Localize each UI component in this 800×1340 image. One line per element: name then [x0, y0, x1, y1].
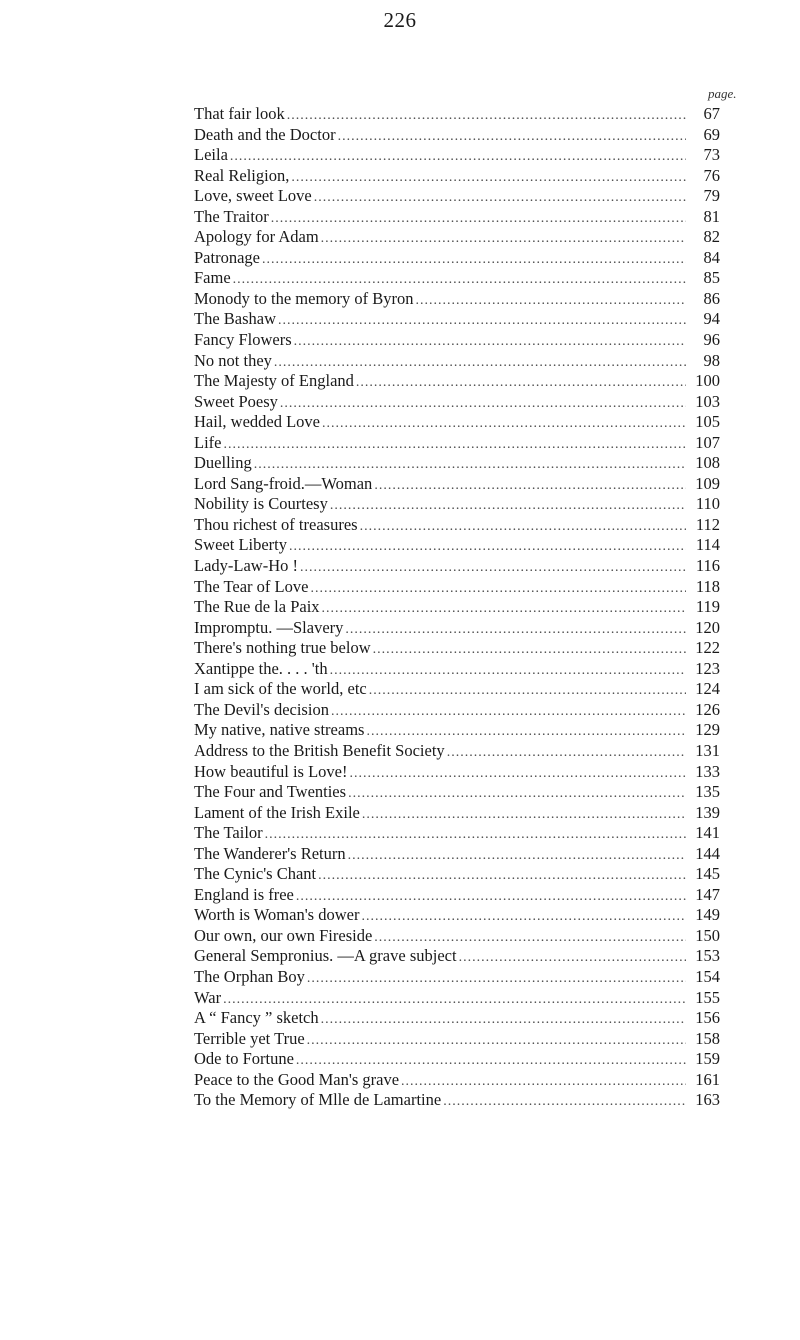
entry-page-number: 158 — [695, 1028, 720, 1048]
toc-entry — [194, 967, 720, 988]
toc-entry — [194, 433, 720, 454]
dot-leader — [331, 702, 686, 723]
toc-entry — [194, 1090, 720, 1111]
dot-leader — [350, 764, 686, 785]
toc-entry — [194, 494, 720, 515]
entry-title: Sweet Liberty — [194, 535, 288, 555]
entry-title: The Wanderer's Return — [194, 843, 346, 863]
toc-entry — [194, 741, 720, 762]
dot-leader — [314, 188, 686, 209]
entry-title: Love, sweet Love — [194, 186, 312, 206]
toc-entry — [194, 186, 720, 207]
entry-title: Fame — [194, 268, 231, 288]
entry-page-number: 150 — [695, 925, 720, 945]
dot-leader — [348, 784, 686, 805]
toc-entry — [194, 474, 720, 495]
entry-title: The Rue de la Paix — [194, 597, 320, 617]
entry-page-number: 163 — [695, 1090, 720, 1110]
entry-page-number: 112 — [695, 514, 720, 534]
entry-page-number: 110 — [695, 494, 720, 514]
entry-title: Patronage — [194, 247, 260, 267]
dot-leader — [459, 948, 686, 969]
entry-page-number: 109 — [695, 473, 720, 493]
toc-entry — [194, 679, 720, 700]
entry-title: That fair look — [194, 104, 285, 123]
entry-title: Duelling — [194, 453, 252, 473]
toc-entry — [194, 762, 720, 783]
entry-page-number: 118 — [695, 576, 720, 596]
dot-leader — [322, 414, 686, 435]
entry-page-number: 123 — [695, 658, 720, 678]
entry-title: Hail, wedded Love — [194, 412, 320, 432]
dot-leader — [369, 681, 686, 702]
entry-page-number: 105 — [695, 412, 720, 432]
toc-entry — [194, 782, 720, 803]
entry-title: Address to the British Benefit Society — [194, 740, 445, 760]
toc-entry — [194, 248, 720, 269]
entry-page-number: 154 — [695, 966, 720, 986]
dot-leader — [230, 147, 686, 168]
entry-title: The Orphan Boy — [194, 966, 305, 986]
dot-leader — [360, 517, 686, 538]
toc-entry — [194, 535, 720, 556]
entry-title: Monody to the memory of Byron — [194, 288, 414, 308]
toc-entry — [194, 227, 720, 248]
entry-title: Terrible yet True — [194, 1028, 305, 1048]
dot-leader — [310, 579, 686, 600]
toc-entry — [194, 885, 720, 906]
entry-page-number: 73 — [703, 145, 720, 165]
entry-title: Peace to the Good Man's grave — [194, 1069, 400, 1089]
dot-leader — [223, 990, 686, 1011]
entry-page-number: 76 — [703, 165, 720, 185]
toc-entry — [194, 720, 720, 741]
entry-title: The Four and Twenties — [194, 782, 347, 802]
entry-page-number: 126 — [695, 699, 720, 719]
entry-title: To the Memory of Mlle de Lamartine — [194, 1090, 442, 1110]
entry-title: Lord Sang-froid.—Woman — [194, 473, 373, 493]
dot-leader — [373, 640, 686, 661]
entry-page-number: 153 — [695, 946, 720, 966]
dot-leader — [287, 106, 686, 127]
entry-page-number: 131 — [695, 740, 720, 760]
entry-title: Ode to Fortune — [194, 1049, 294, 1069]
entry-title: The Tailor — [194, 823, 263, 843]
dot-leader — [348, 846, 686, 867]
entry-page-number: 98 — [703, 350, 720, 370]
dot-leader — [300, 558, 686, 579]
entry-page-number: 84 — [703, 247, 720, 267]
dot-leader — [296, 1051, 686, 1072]
dot-leader — [374, 476, 686, 497]
entry-page-number: 85 — [703, 268, 720, 288]
toc-entry — [194, 577, 720, 598]
toc-entry — [194, 104, 720, 125]
page-number: 226 — [383, 8, 417, 32]
toc-entry — [194, 268, 720, 289]
toc-entry — [194, 926, 720, 947]
toc-entry — [194, 145, 720, 166]
dot-leader — [318, 866, 686, 887]
entry-page-number: 155 — [695, 987, 720, 1007]
entry-title: Life — [194, 432, 222, 452]
entry-title: Leila — [194, 145, 228, 165]
entry-page-number: 161 — [695, 1069, 720, 1089]
toc-entry — [194, 659, 720, 680]
dot-leader — [307, 1031, 686, 1052]
toc-entry — [194, 597, 720, 618]
dot-leader — [338, 127, 686, 148]
entry-title: Impromptu. —Slavery — [194, 617, 344, 637]
dot-leader — [322, 599, 686, 620]
dot-leader — [307, 969, 686, 990]
entry-page-number: 100 — [695, 371, 720, 391]
toc-entry — [194, 803, 720, 824]
toc-entry — [194, 330, 720, 351]
dot-leader — [416, 291, 686, 312]
entry-page-number: 129 — [695, 720, 720, 740]
entry-page-number: 116 — [695, 556, 720, 576]
toc-entry — [194, 1049, 720, 1070]
entry-title: The Traitor — [194, 206, 269, 226]
toc-entry — [194, 351, 720, 372]
entry-page-number: 81 — [703, 206, 720, 226]
dot-leader — [289, 537, 686, 558]
entry-title: Xantippe the. . . . 'th — [194, 658, 328, 678]
toc-entry — [194, 289, 720, 310]
toc-entry — [194, 1029, 720, 1050]
dot-leader — [374, 928, 686, 949]
dot-leader — [294, 332, 686, 353]
dot-leader — [345, 620, 686, 641]
entry-title: Nobility is Courtesy — [194, 494, 328, 514]
entry-page-number: 82 — [703, 227, 720, 247]
entry-title: There's nothing true below — [194, 638, 371, 658]
entry-title: The Majesty of England — [194, 371, 354, 391]
entry-page-number: 147 — [695, 884, 720, 904]
toc-entry — [194, 515, 720, 536]
toc-entry — [194, 556, 720, 577]
entry-page-number: 107 — [695, 432, 720, 452]
entry-title: The Devil's decision — [194, 699, 329, 719]
toc-entry — [194, 453, 720, 474]
dot-leader — [321, 229, 686, 250]
entry-title: Lament of the Irish Exile — [194, 802, 360, 822]
dot-leader — [262, 250, 686, 271]
toc-entry — [194, 412, 720, 433]
entry-title: The Tear of Love — [194, 576, 309, 596]
toc-entry — [194, 1008, 720, 1029]
dot-leader — [274, 353, 686, 374]
dot-leader — [366, 722, 686, 743]
entry-page-number: 122 — [695, 638, 720, 658]
dot-leader — [278, 311, 686, 332]
entry-page-number: 114 — [695, 535, 720, 555]
entry-title: Thou richest of treasures — [194, 514, 358, 534]
entry-title: The Bashaw — [194, 309, 277, 329]
entry-page-number: 141 — [695, 823, 720, 843]
toc-entry — [194, 823, 720, 844]
entry-title: Real Religion, — [194, 165, 290, 185]
toc-entry — [194, 371, 720, 392]
entry-page-number: 135 — [695, 782, 720, 802]
entry-page-number: 96 — [703, 330, 720, 350]
entry-title: General Sempronius. —A grave subject — [194, 946, 457, 966]
entry-title: Apology for Adam — [194, 227, 319, 247]
entry-page-number: 94 — [703, 309, 720, 329]
entry-page-number: 159 — [695, 1049, 720, 1069]
entry-title: The Cynic's Chant — [194, 864, 317, 884]
dot-leader — [296, 887, 686, 908]
entry-title: Sweet Poesy — [194, 391, 278, 411]
entry-page-number: 108 — [695, 453, 720, 473]
dot-leader — [271, 209, 686, 230]
entry-page-number: 103 — [695, 391, 720, 411]
dot-leader — [401, 1072, 686, 1093]
dot-leader — [356, 373, 686, 394]
entry-page-number: 69 — [703, 124, 720, 144]
entry-title: I am sick of the world, etc — [194, 679, 367, 699]
dot-leader — [223, 435, 686, 456]
entry-page-number: 156 — [695, 1008, 720, 1028]
entry-page-number: 67 — [703, 104, 720, 123]
entry-title: How beautiful is Love! — [194, 761, 348, 781]
toc-entry — [194, 864, 720, 885]
entry-page-number: 120 — [695, 617, 720, 637]
entry-title: Our own, our own Fireside — [194, 925, 373, 945]
toc-entry — [194, 309, 720, 330]
dot-leader — [233, 270, 686, 291]
entry-page-number: 79 — [703, 186, 720, 206]
toc-entry — [194, 618, 720, 639]
entry-title: No not they — [194, 350, 272, 370]
dot-leader — [291, 168, 686, 189]
dot-leader — [265, 825, 686, 846]
entry-title: Fancy Flowers — [194, 330, 292, 350]
entry-page-number: 145 — [695, 864, 720, 884]
toc-entry — [194, 1070, 720, 1091]
entry-title: England is free — [194, 884, 294, 904]
entry-page-number: 133 — [695, 761, 720, 781]
toc-entry — [194, 905, 720, 926]
dot-leader — [280, 394, 686, 415]
dot-leader — [321, 1010, 686, 1031]
toc-entry — [194, 988, 720, 1009]
toc-entry — [194, 844, 720, 865]
entry-title: War — [194, 987, 222, 1007]
page-column-label: page. — [708, 86, 737, 101]
entry-title: My native, native streams — [194, 720, 365, 740]
toc-entry — [194, 207, 720, 228]
dot-leader — [447, 743, 686, 764]
dot-leader — [361, 907, 686, 928]
dot-leader — [254, 455, 686, 476]
table-of-contents — [194, 104, 720, 1111]
entry-page-number: 149 — [695, 905, 720, 925]
dot-leader — [443, 1092, 686, 1113]
dot-leader — [362, 805, 686, 826]
entry-page-number: 144 — [695, 843, 720, 863]
entry-page-number: 86 — [703, 288, 720, 308]
entry-page-number: 139 — [695, 802, 720, 822]
entry-title: Death and the Doctor — [194, 124, 336, 144]
entry-title: Lady-Law-Ho ! — [194, 556, 298, 576]
dot-leader — [330, 496, 686, 517]
toc-entry — [194, 392, 720, 413]
entry-title: A “ Fancy ” sketch — [194, 1008, 319, 1028]
toc-entry — [194, 125, 720, 146]
toc-entry — [194, 946, 720, 967]
toc-entry — [194, 166, 720, 187]
entry-page-number: 119 — [695, 597, 720, 617]
entry-page-number: 124 — [695, 679, 720, 699]
toc-entry — [194, 638, 720, 659]
entry-title: Worth is Woman's dower — [194, 905, 360, 925]
dot-leader — [330, 661, 686, 682]
toc-entry — [194, 700, 720, 721]
